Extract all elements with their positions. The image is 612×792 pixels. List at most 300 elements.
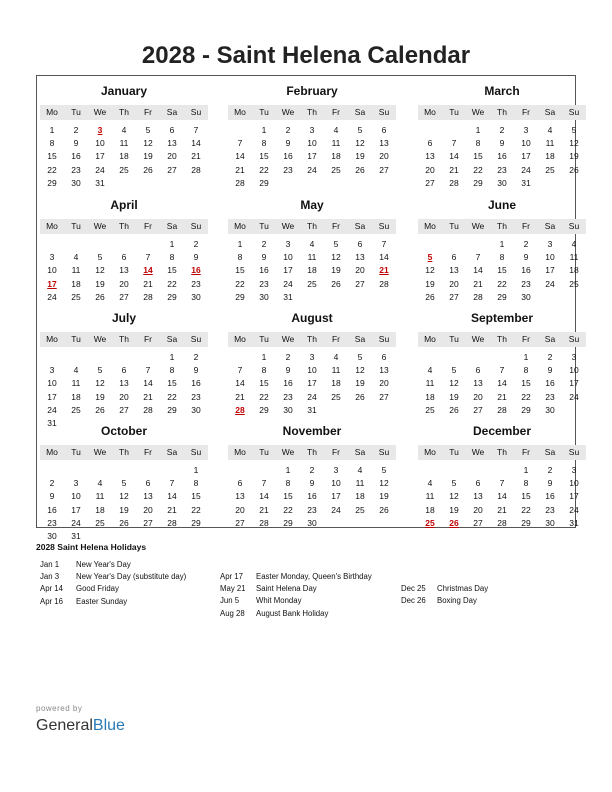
day-cell: 28 — [473, 291, 483, 302]
weekday-label: Mo — [234, 447, 246, 457]
day-cell: 4 — [427, 365, 433, 376]
day-cell: 8 — [193, 478, 199, 489]
day-cell: 13 — [379, 365, 389, 376]
day-cell: 2 — [547, 465, 553, 475]
day-cell: 6 — [121, 365, 127, 376]
day-cell: 29 — [473, 177, 483, 188]
weekday-label: Th — [497, 447, 507, 457]
weekday-label: Tu — [71, 447, 81, 457]
day-cell: 22 — [283, 504, 293, 515]
day-cell: 14 — [259, 491, 269, 502]
day-cell: 22 — [191, 504, 201, 515]
day-cell: 29 — [283, 517, 293, 528]
day-cell: 21 — [191, 151, 201, 162]
day-cell: 28 — [143, 404, 153, 415]
weekday-label: Tu — [259, 447, 269, 457]
day-cell: 20 — [119, 391, 129, 402]
weekday-label: Fr — [521, 107, 531, 117]
weekday-label: Th — [119, 107, 129, 117]
day-cell: 4 — [427, 478, 433, 489]
day-cell: 12 — [95, 265, 105, 276]
day-cell: 2 — [193, 239, 199, 249]
day-cell: 6 — [169, 125, 175, 135]
weekday-label: Fr — [521, 334, 531, 344]
day-cell: 2 — [309, 465, 315, 475]
weekday-label: Sa — [354, 447, 366, 457]
day-cell: 23 — [71, 164, 81, 175]
day-cell: 15 — [235, 265, 245, 276]
day-cell: 6 — [475, 478, 481, 489]
month-name: December — [472, 424, 532, 438]
day-cell: 5 — [451, 478, 457, 489]
weekday-header — [40, 219, 208, 234]
day-cell: 25 — [95, 517, 105, 528]
weekday-label: Fr — [331, 221, 341, 231]
day-cell: 1 — [285, 465, 291, 475]
weekday-label: Su — [378, 221, 390, 231]
weekday-label: Su — [378, 334, 390, 344]
weekday-header — [418, 332, 586, 347]
day-cell: 24 — [283, 278, 293, 289]
day-cell: 11 — [545, 138, 555, 149]
weekday-label: We — [93, 447, 107, 457]
day-cell: 27 — [425, 177, 435, 188]
weekday-label: Tu — [449, 107, 459, 117]
day-cell: 25 — [425, 404, 435, 415]
weekday-label: Mo — [46, 447, 58, 457]
day-cell: 9 — [261, 252, 267, 263]
day-cell: 23 — [497, 164, 507, 175]
day-cell: 2 — [73, 125, 79, 135]
weekday-label: Fr — [331, 447, 341, 457]
day-cell: 1 — [49, 125, 55, 135]
holiday-day: 28 — [235, 404, 245, 415]
weekday-header — [418, 445, 586, 460]
day-cell: 14 — [449, 151, 459, 162]
weekday-header — [228, 105, 396, 120]
holiday-name: August Bank Holiday — [256, 608, 329, 618]
day-cell: 6 — [381, 352, 387, 362]
month-name: February — [286, 84, 338, 98]
holiday-day: 14 — [143, 265, 153, 276]
day-cell: 4 — [357, 465, 363, 475]
day-cell: 10 — [569, 478, 579, 489]
day-cell: 26 — [355, 391, 365, 402]
day-cell: 27 — [119, 291, 129, 302]
day-cell: 11 — [307, 252, 317, 263]
day-cell: 12 — [355, 365, 365, 376]
weekday-label: Mo — [424, 221, 436, 231]
day-cell: 1 — [261, 352, 267, 362]
day-cell: 22 — [521, 504, 531, 515]
day-cell: 3 — [309, 352, 315, 362]
day-cell: 22 — [167, 278, 177, 289]
holiday-name: Whit Monday — [256, 596, 302, 606]
day-cell: 28 — [379, 278, 389, 289]
day-cell: 16 — [259, 265, 269, 276]
weekday-header — [228, 219, 396, 234]
day-cell: 13 — [473, 378, 483, 389]
day-cell: 2 — [499, 125, 505, 135]
weekday-label: Su — [568, 334, 580, 344]
holiday-date: Dec 26 — [401, 596, 426, 606]
month-name: March — [484, 84, 520, 98]
day-cell: 2 — [285, 352, 291, 362]
holiday-date: Apr 14 — [40, 584, 63, 594]
weekday-label: Fr — [521, 447, 531, 457]
day-cell: 22 — [497, 278, 507, 289]
day-cell: 20 — [235, 504, 245, 515]
day-cell: 21 — [497, 391, 507, 402]
day-cell: 7 — [237, 138, 243, 149]
day-cell: 14 — [191, 138, 201, 149]
day-cell: 30 — [191, 291, 201, 302]
holiday-day: 26 — [449, 517, 459, 528]
holiday-name: Boxing Day — [437, 596, 477, 606]
day-cell: 10 — [521, 138, 531, 149]
day-cell: 16 — [191, 378, 201, 389]
day-cell: 22 — [235, 278, 245, 289]
weekday-label: Tu — [449, 334, 459, 344]
day-cell: 27 — [143, 517, 153, 528]
day-cell: 31 — [569, 517, 579, 528]
day-cell: 25 — [119, 164, 129, 175]
day-cell: 5 — [571, 125, 577, 135]
day-cell: 22 — [259, 391, 269, 402]
day-cell: 10 — [307, 365, 317, 376]
month-name: August — [291, 311, 333, 325]
day-cell: 10 — [545, 252, 555, 263]
day-cell: 12 — [449, 378, 459, 389]
weekday-label: Mo — [46, 334, 58, 344]
weekday-header — [40, 105, 208, 120]
generalblue-logo[interactable] — [36, 717, 125, 735]
holiday-date: Aug 28 — [220, 608, 245, 618]
day-cell: 14 — [379, 252, 389, 263]
weekday-label: Fr — [143, 334, 153, 344]
day-cell: 9 — [49, 491, 55, 502]
day-cell: 16 — [545, 378, 555, 389]
day-cell: 7 — [381, 239, 387, 249]
day-cell: 14 — [235, 151, 245, 162]
day-cell: 10 — [71, 491, 81, 502]
day-cell: 15 — [497, 265, 507, 276]
day-cell: 3 — [49, 365, 55, 376]
weekday-label: We — [93, 221, 107, 231]
day-cell: 8 — [169, 365, 175, 376]
weekday-label: Sa — [354, 221, 366, 231]
day-cell: 9 — [523, 252, 529, 263]
day-cell: 14 — [167, 491, 177, 502]
day-cell: 29 — [47, 177, 57, 188]
day-cell: 5 — [451, 365, 457, 376]
day-cell: 7 — [475, 252, 481, 263]
day-cell: 1 — [169, 239, 175, 249]
day-cell: 12 — [95, 378, 105, 389]
weekday-label: Th — [307, 221, 317, 231]
day-cell: 15 — [191, 491, 201, 502]
day-cell: 7 — [499, 478, 505, 489]
day-cell: 27 — [167, 164, 177, 175]
weekday-label: Fr — [143, 107, 153, 117]
day-cell: 2 — [285, 125, 291, 135]
weekday-label: Mo — [424, 334, 436, 344]
day-cell: 18 — [355, 491, 365, 502]
weekday-label: Mo — [46, 107, 58, 117]
weekday-label: Sa — [354, 334, 366, 344]
day-cell: 23 — [191, 391, 201, 402]
weekday-label: We — [471, 107, 485, 117]
day-cell: 13 — [167, 138, 177, 149]
day-cell: 15 — [259, 378, 269, 389]
day-cell: 11 — [355, 478, 365, 489]
day-cell: 5 — [333, 239, 339, 249]
day-cell: 27 — [235, 517, 245, 528]
day-cell: 27 — [473, 404, 483, 415]
day-cell: 25 — [71, 404, 81, 415]
day-cell: 19 — [331, 265, 341, 276]
day-cell: 12 — [355, 138, 365, 149]
weekday-label: We — [281, 107, 295, 117]
day-cell: 24 — [71, 517, 81, 528]
day-cell: 9 — [547, 478, 553, 489]
holiday-name: Christmas Day — [437, 584, 489, 593]
weekday-label: Tu — [71, 334, 81, 344]
day-cell: 13 — [425, 151, 435, 162]
day-cell: 11 — [569, 252, 579, 263]
day-cell: 12 — [379, 478, 389, 489]
day-cell: 27 — [379, 164, 389, 175]
day-cell: 5 — [97, 252, 103, 263]
day-cell: 20 — [425, 164, 435, 175]
day-cell: 13 — [355, 252, 365, 263]
day-cell: 29 — [259, 404, 269, 415]
day-cell: 9 — [73, 138, 79, 149]
day-cell: 13 — [119, 378, 129, 389]
day-cell: 7 — [145, 365, 151, 376]
weekday-label: Sa — [544, 447, 556, 457]
day-cell: 25 — [71, 291, 81, 302]
day-cell: 11 — [71, 378, 81, 389]
day-cell: 19 — [425, 278, 435, 289]
day-cell: 31 — [71, 531, 81, 541]
weekday-label: Th — [307, 447, 317, 457]
day-cell: 17 — [307, 151, 317, 162]
holiday-day: 16 — [191, 265, 201, 276]
day-cell: 18 — [95, 504, 105, 515]
day-cell: 21 — [449, 164, 459, 175]
day-cell: 10 — [283, 252, 293, 263]
day-cell: 26 — [449, 404, 459, 415]
day-cell: 11 — [119, 138, 129, 149]
day-cell: 8 — [49, 138, 55, 149]
month-name: January — [100, 84, 148, 98]
holiday-day: 3 — [97, 125, 103, 135]
day-cell: 19 — [355, 151, 365, 162]
weekday-label: Th — [119, 334, 129, 344]
weekday-label: Su — [190, 447, 202, 457]
day-cell: 14 — [497, 378, 507, 389]
day-cell: 16 — [47, 504, 57, 515]
day-cell: 19 — [95, 278, 105, 289]
day-cell: 17 — [569, 491, 579, 502]
day-cell: 2 — [547, 352, 553, 362]
day-cell: 28 — [497, 517, 507, 528]
day-cell: 21 — [235, 391, 245, 402]
holiday-name: New Year's Day (substitute day) — [76, 572, 187, 582]
day-cell: 24 — [95, 164, 105, 175]
day-cell: 1 — [475, 125, 481, 135]
day-cell: 19 — [569, 151, 579, 162]
holiday-day: 21 — [379, 265, 389, 276]
day-cell: 7 — [499, 365, 505, 376]
brand-general: General — [36, 717, 93, 734]
day-cell: 31 — [521, 177, 531, 188]
weekday-label: We — [281, 221, 295, 231]
day-cell: 27 — [473, 517, 483, 528]
holiday-day: 25 — [425, 517, 435, 528]
day-cell: 23 — [283, 391, 293, 402]
day-cell: 19 — [379, 491, 389, 502]
weekday-label: We — [471, 334, 485, 344]
day-cell: 16 — [497, 151, 507, 162]
day-cell: 31 — [307, 404, 317, 415]
day-cell: 1 — [261, 125, 267, 135]
weekday-label: We — [281, 334, 295, 344]
day-cell: 6 — [475, 365, 481, 376]
weekday-label: Tu — [259, 107, 269, 117]
day-cell: 30 — [545, 517, 555, 528]
day-cell: 9 — [285, 365, 291, 376]
day-cell: 30 — [259, 291, 269, 302]
day-cell: 6 — [145, 478, 151, 489]
weekday-label: Su — [190, 334, 202, 344]
day-cell: 12 — [119, 491, 129, 502]
weekday-label: Tu — [71, 107, 81, 117]
weekday-label: Th — [497, 221, 507, 231]
day-cell: 15 — [47, 151, 57, 162]
day-cell: 11 — [425, 378, 435, 389]
weekday-label: Tu — [259, 221, 269, 231]
holiday-name: Easter Sunday — [76, 596, 128, 606]
day-cell: 11 — [331, 138, 341, 149]
day-cell: 16 — [283, 378, 293, 389]
weekday-label: Mo — [424, 107, 436, 117]
weekday-label: Su — [190, 221, 202, 231]
day-cell: 23 — [191, 278, 201, 289]
day-cell: 26 — [331, 278, 341, 289]
day-cell: 30 — [497, 177, 507, 188]
holiday-date: Jan 1 — [40, 560, 60, 569]
day-cell: 14 — [143, 378, 153, 389]
day-cell: 30 — [191, 404, 201, 415]
weekday-label: We — [471, 221, 485, 231]
month-name: July — [111, 311, 136, 325]
day-cell: 27 — [119, 404, 129, 415]
day-cell: 24 — [545, 278, 555, 289]
day-cell: 5 — [381, 465, 387, 475]
day-cell: 4 — [73, 252, 79, 263]
weekday-label: Th — [497, 334, 507, 344]
day-cell: 12 — [331, 252, 341, 263]
day-cell: 3 — [547, 239, 553, 249]
day-cell: 13 — [473, 491, 483, 502]
day-cell: 5 — [145, 125, 151, 135]
day-cell: 29 — [521, 517, 531, 528]
day-cell: 17 — [307, 378, 317, 389]
day-cell: 20 — [473, 504, 483, 515]
day-cell: 28 — [191, 164, 201, 175]
day-cell: 17 — [95, 151, 105, 162]
brand-blue: Blue — [92, 717, 125, 734]
day-cell: 17 — [521, 151, 531, 162]
day-cell: 17 — [71, 504, 81, 515]
day-cell: 20 — [379, 151, 389, 162]
day-cell: 11 — [95, 491, 105, 502]
day-cell: 20 — [167, 151, 177, 162]
day-cell: 23 — [283, 164, 293, 175]
day-cell: 6 — [237, 478, 243, 489]
month-name: April — [110, 198, 138, 212]
month-name: May — [300, 198, 324, 212]
day-cell: 9 — [547, 365, 553, 376]
day-cell: 22 — [167, 391, 177, 402]
day-cell: 13 — [235, 491, 245, 502]
day-cell: 3 — [285, 239, 291, 249]
day-cell: 16 — [545, 491, 555, 502]
day-cell: 1 — [193, 465, 199, 475]
day-cell: 26 — [95, 291, 105, 302]
day-cell: 17 — [283, 265, 293, 276]
weekday-label: Su — [568, 221, 580, 231]
day-cell: 13 — [449, 265, 459, 276]
holiday-day: 5 — [427, 252, 433, 263]
day-cell: 8 — [523, 365, 529, 376]
day-cell: 31 — [95, 177, 105, 188]
day-cell: 5 — [357, 125, 363, 135]
day-cell: 6 — [451, 252, 457, 263]
day-cell: 5 — [121, 478, 127, 489]
day-cell: 23 — [307, 504, 317, 515]
holiday-date: Jun 5 — [220, 596, 240, 606]
day-cell: 15 — [283, 491, 293, 502]
weekday-label: Tu — [71, 221, 81, 231]
day-cell: 20 — [119, 278, 129, 289]
day-cell: 17 — [47, 391, 57, 402]
day-cell: 28 — [449, 177, 459, 188]
day-cell: 18 — [119, 151, 129, 162]
weekday-label: We — [93, 334, 107, 344]
day-cell: 19 — [355, 378, 365, 389]
holiday-name: Easter Monday, Queen's Birthday — [256, 572, 372, 581]
day-cell: 27 — [449, 291, 459, 302]
day-cell: 16 — [71, 151, 81, 162]
day-cell: 9 — [309, 478, 315, 489]
weekday-header — [40, 445, 208, 460]
day-cell: 20 — [143, 504, 153, 515]
weekday-label: Su — [568, 107, 580, 117]
day-cell: 18 — [331, 151, 341, 162]
day-cell: 21 — [143, 278, 153, 289]
day-cell: 1 — [499, 239, 505, 249]
day-cell: 26 — [425, 291, 435, 302]
weekday-header — [418, 219, 586, 234]
day-cell: 7 — [451, 138, 457, 149]
day-cell: 3 — [571, 352, 577, 362]
weekday-header — [228, 445, 396, 460]
weekday-label: Mo — [46, 221, 58, 231]
weekday-label: Th — [497, 107, 507, 117]
